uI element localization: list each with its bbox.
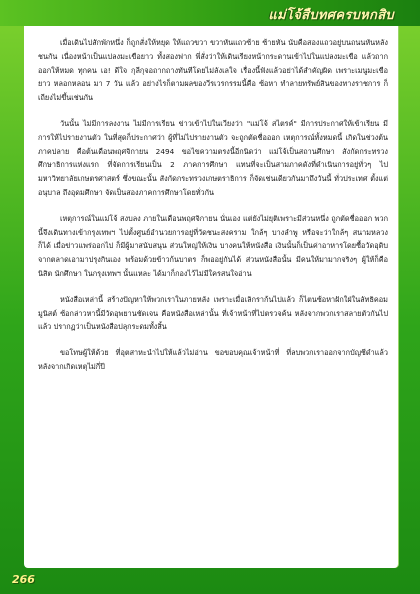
header-bar (0, 0, 420, 26)
paragraph-2: วันนั้น ไม่มีการลงงาน ไม่มีการเรียน ข่าวเข้าไปในเวียงว่า "แม่โจ้ สไตรค์" มีการประกาศให้เข้าเรียน มีการให้ไปรายงานตัว ในที่สุดก็ประกาศว่า ผู้ที่ไม่ไปรายงานตัว จะถูกตัดชื่อออก เหตุการณ์ทั้งหมดนี้ เกิดในช่วงต้นภาคปลาย คือต้นเดือนพฤศจิกายน 2494 ขอไขความตรงนี้อีกนิดว่า แม่โจ้เป็นสถานศึกษา สังกัดกระทรวงศึกษาธิการแห่งแรก ที่จัดการเรียนเป็น 2 ภาคการศึกษา แทนที่จะเป็นสามภาคดังที่ดำเนินการอยู่ทั่วๆ ไป มหาวิทยาลัยเกษตรศาสตร์ ซึ่งขณะนั้น สังกัดกระทรวงเกษตราธิการ ก็จัดเช่นเดียวกันมาถึงวันนี้ ทั่วประเทศ ตั้งแต่อนุบาล ถึงอุดมศึกษา จัดเป็นสองภาคการศึกษาโดยทั่วกัน (38, 118, 388, 197)
document-body (38, 36, 388, 376)
paragraph-3: เหตุการณ์ในแม่โจ้ สงบลง ภายในเดือนพฤศจิกายน นั่นเอง แต่ยังไม่ยุติเพราะมีส่วนหนึ่ง ถูกตัดชื่อออก พวกนี้จึงเดินทางเข้ากรุงเทพฯ ไปตั้งศูนย์อำนวยการอยู่ที่วัดชนะสงคราม ใกล้ๆ บางลำพู หรือจะว่าใกล้ๆ สนามหลวงก็ได้ เมื่อข่าวแพร่ออกไป ก็มีผู้มาสนับสนุน ส่วนใหญ่ให้เงิน บางคนให้หนังสือ เงินนั้นก็เป็นค่าอาหารโดยซื้อวัดอุดิบจากตลาดเอามาปรุงกินเอง พร้อมด้วยข้าวก้นบาตร ก็พออยู่กันได้ ส่วนหนังสือนั้น มีคนให้มามากจริงๆ ผู้ให้ก็คือนิสิต นักศึกษา ในกรุงเทพฯ นั้นแหละ ได้มาก็กองไว้ไม่มีใครสนใจอ่าน (38, 213, 388, 278)
page-number: 266 (12, 573, 35, 586)
paragraph-1: เมื่อเดินไปสักพักหนึ่ง ก็ถูกสั่งให้หยุด ให้แถวขวา ขวาหันแถวซ้าย ซ้ายหัน นับคือสองแถวอยู่บนถนนหันหลังชนกัน เนื่องหน้าเป็นแปลงมะเขือยาว ทั้งสองฟาก พี่สั่งว่าให้เดินเรียงหน้ากระดานเข้าไปในแปลงมะเขือ แล้วถากออกให้หมด ทุกคน เอ! ดีใจ กุลีกุจอถากถางทันทีโดยไม่ลังเลใจ เรื่องนี้ฟังแล้วอย่าได้สำคัญผิด เพราะเมนูมะเขือยาว หลอกหลอน มา 7 วัน แล้ว อย่างไรก็ตามผลของวีรเวรกรรมนี้คือ ซ้อหา ทำลายทรัพย์สินของทางราชการ ก็เถียงไม่ขึ้นเช่นกัน (38, 38, 388, 103)
paragraph-5: ขอโทษผู้ให้ด้วย ที่อุตสาหะนำไปให้แล้วไม่อ่าน ขอขอบคุณเจ้าหน้าที่ ที่ลบพวกเราออกจากบัญชีดำแล้ว หลังจากเกิดเหตุไม่กี่ปี (38, 348, 388, 371)
paragraph-4: หนังสือเหล่านี้ สร้างปัญหาให้พวกเราในภายหลัง เพราะเมื่อเลิกราก้นไปแล้ว ก็ไตนซ้อหาฝักใฝ่ในลัทธิคอมมูนิสต์ ซ้อกล่าวหานี้มีวัดอุพยานชัดเจน คือหนังสือเหล่านั้น ที่เจ้าหน้าที่ไปตรวจค้น หลังจากพวกเราสลายตัวกันไปแล้ว ปรากฏว่าเป็นหนังสือปลุกระดมทั้งสิ้น (38, 294, 388, 332)
page-title: แม่โจ้สืบทศครบหกสิบ (268, 8, 394, 23)
